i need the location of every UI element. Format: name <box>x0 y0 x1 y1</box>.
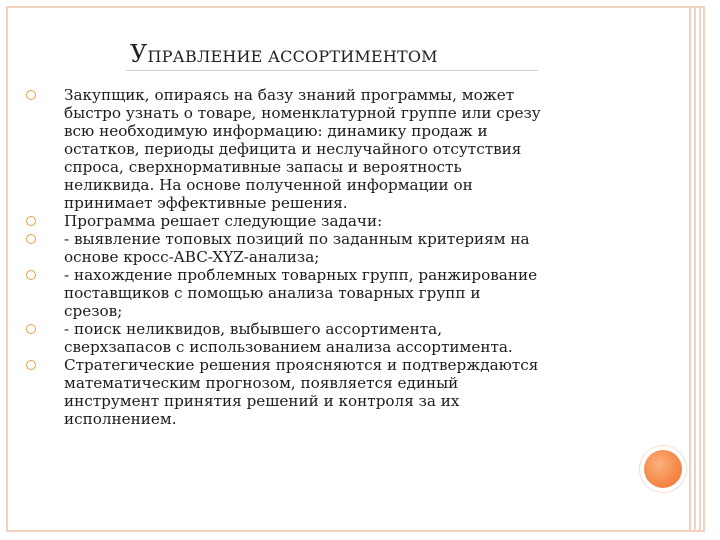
text-line: инструмент принятия решений и контроля за их <box>64 392 460 410</box>
text-line: принимает эффективные решения. <box>64 194 348 212</box>
list-item <box>20 230 644 266</box>
text-line: математическим прогнозом, появляется единый <box>64 374 459 392</box>
text-line: неликвида. На основе полученной информации он <box>64 176 473 194</box>
bullet-ring-icon <box>26 360 36 370</box>
slide-title <box>130 32 438 70</box>
title-underline <box>126 70 538 71</box>
bullet-list <box>20 86 644 428</box>
text-line: поставщиков с помощью анализа товарных групп и <box>64 284 481 302</box>
frame-stripe <box>699 6 701 532</box>
bullet-ring-icon <box>26 90 36 100</box>
text-line: сверхзапасов с использованием анализа ассортимента. <box>64 338 513 356</box>
title-rest: ПРАВЛЕНИЕ АССОРТИМЕНТОМ <box>147 47 438 66</box>
list-item <box>20 212 644 230</box>
orb-core <box>644 450 682 488</box>
frame-stripe <box>694 6 696 532</box>
bullet-ring-icon <box>26 234 36 244</box>
list-item <box>20 320 644 356</box>
text-line: Программа решает следующие задачи: <box>64 212 383 230</box>
text-line: остатков, периоды дефицита и неслучайного отсутствия <box>64 140 522 158</box>
decorative-orb <box>640 446 686 492</box>
frame-stripe <box>689 6 691 532</box>
text-line: - выявление топовых позиций по заданным критериям на <box>64 230 530 248</box>
text-line: - поиск неликвидов, выбывшего ассортимента, <box>64 320 443 338</box>
list-item <box>20 266 644 320</box>
text-line: срезов; <box>64 302 123 320</box>
bullet-ring-icon <box>26 270 36 280</box>
text-line: - нахождение проблемных товарных групп, ранжирование <box>64 266 538 284</box>
text-line: Стратегические решения проясняются и подтверждаются <box>64 356 539 374</box>
text-line: быстро узнать о товаре, номенклатурной группе или срезу <box>64 104 541 122</box>
text-line: всю необходимую информацию: динамику продаж и <box>64 122 488 140</box>
bullet-ring-icon <box>26 216 36 226</box>
text-line: основе кросс-ABC-XYZ-анализа; <box>64 248 320 266</box>
text-line: спроса, сверхнормативные запасы и вероятность <box>64 158 462 176</box>
list-item <box>20 356 644 428</box>
text-line: исполнением. <box>64 410 177 428</box>
title-first-letter: У <box>130 40 148 68</box>
bullet-ring-icon <box>26 324 36 334</box>
list-item <box>20 86 644 212</box>
text-line: Закупщик, опираясь на базу знаний программы, может <box>64 86 515 104</box>
